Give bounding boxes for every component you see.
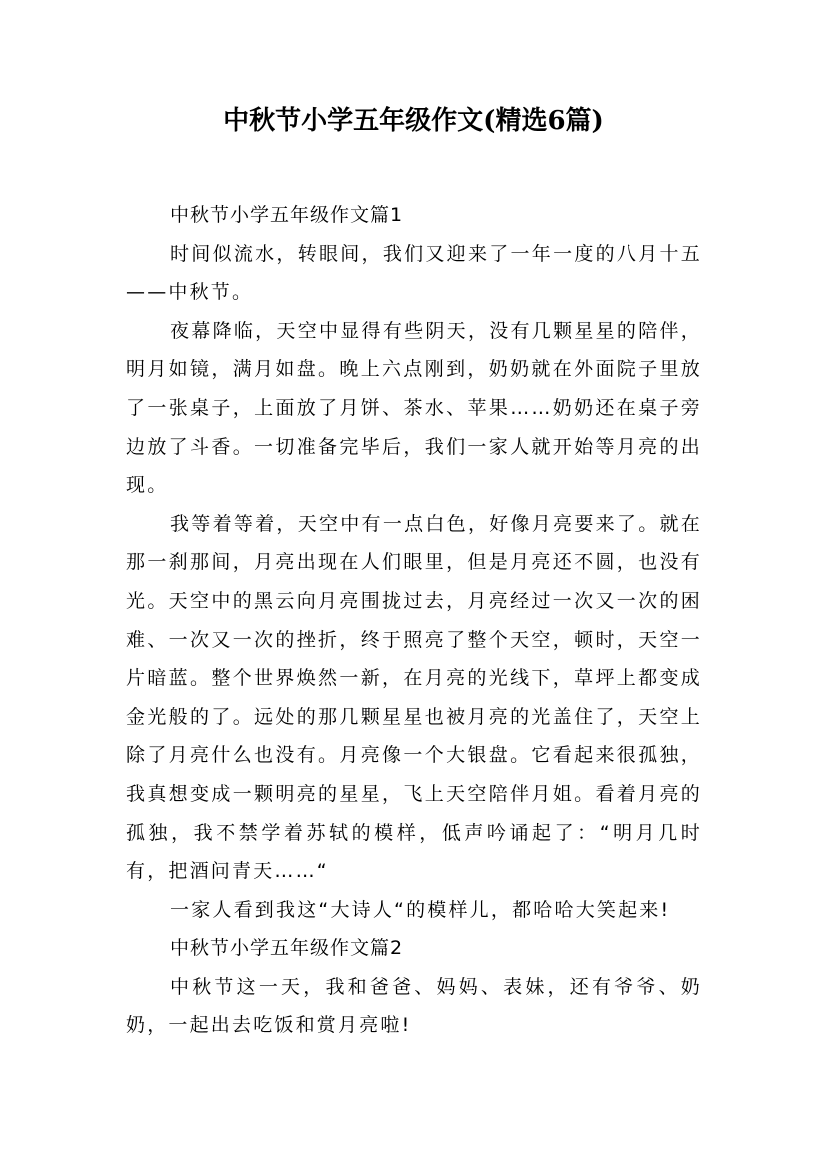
section-heading-1: 中秋节小学五年级作文篇1 xyxy=(170,204,404,226)
document-title: 中秋节小学五年级作文(精选6篇) xyxy=(223,106,604,136)
paragraph: 一家人看到我这“大诗人“的模样儿，都哈哈大笑起来! xyxy=(170,898,671,921)
paragraph: 夜幕降临，天空中显得有些阴天，没有几颗星星的陪伴，明月如镜，满月如盘。晚上六点刚到，奶奶就在外面院子里放了一张桌子，上面放了月饼、茶水、苹果……奶奶还在桌子旁边放了斗香。一切准备完毕后，我们一家人就开始等月亮的出现。 xyxy=(126,319,702,497)
document-body xyxy=(126,196,702,1045)
section-heading-2: 中秋节小学五年级作文篇2 xyxy=(170,937,404,960)
paragraph: 我等着等着，天空中有一点白色，好像月亮要来了。就在那一刹那间，月亮出现在人们眼里，但是月亮还不圆，也没有光。天空中的黑云向月亮围拢过去，月亮经过一次又一次的困难、一次又一次的挫折，终于照亮了整个天空，顿时，天空一片暗蓝。整个世界焕然一新，在月亮的光线下，草坪上都变成金光般的了。远处的那几颗星星也被月亮的光盖住了，天空上除了月亮什么也没有。月亮像一个大银盘。它看起来很孤独，我真想变成一颗明亮的星星，飞上天空陪伴月姐。看着月亮的孤独，我不禁学着苏轼的模样，低声吟诵起了：“明月几时有，把酒问青天……“ xyxy=(126,512,702,883)
paragraph: 中秋节这一天，我和爸爸、妈妈、表妹，还有爷爷、奶奶，一起出去吃饭和赏月亮啦! xyxy=(126,975,702,1037)
paragraph: 时间似流水，转眼间，我们又迎来了一年一度的八月十五——中秋节。 xyxy=(126,242,702,304)
